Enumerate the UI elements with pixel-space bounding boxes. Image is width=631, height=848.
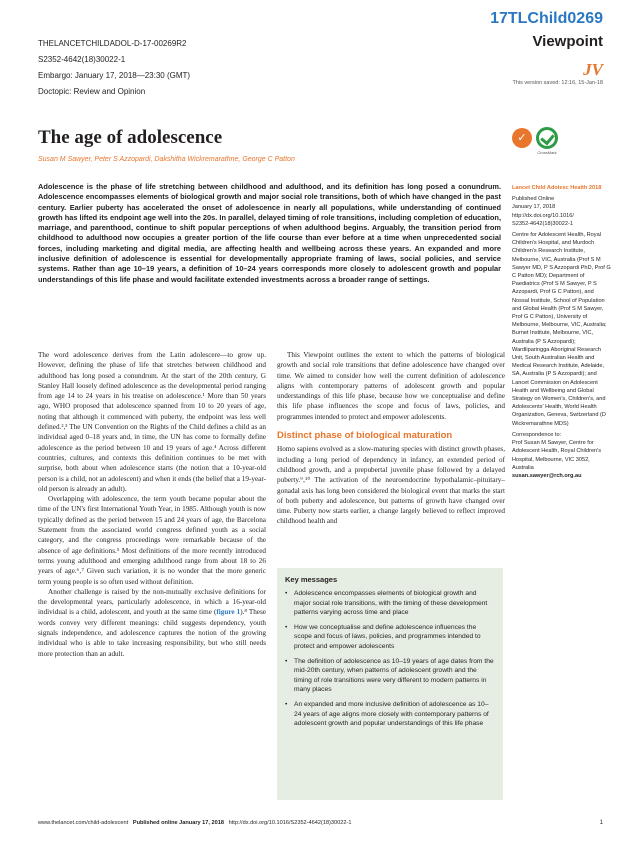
key-message-item: • An expanded and more inclusive definition of adolescence as 10–24 years of age aligns more closely with contemporary patterns of adolescent growth and popular understandings of this life phase: [285, 700, 495, 729]
time-saved: This version saved: 12:16, 15-Jan-18: [512, 80, 603, 86]
footer-published: Published online January 17, 2018: [132, 820, 224, 826]
published-label: Published Online: [512, 196, 555, 203]
sidebar: [512, 184, 612, 480]
paragraph: Another challenge is raised by the non-mutually exclusive definitions for the developmental years, particularly adolescence, in which a 16-year-old individual is a child, adolescent, and youth at the same time (figure 1).⁸ These words convey very different meanings: child suggests dependency, youth signals independence, and adolescence captures the notion of the growing individual who is able to take increasing responsibility, but who still needs more protection than an adult.: [38, 587, 266, 658]
affiliations: Centre for Adolescent Health, Royal Children's Hospital, and Murdoch Children's Research Institute, Melbourne, VIC, Australia (Prof S M Sawyer MD, P S Azzopardi PhD, Prof G C Patton MD); Department of Paediatrics (Prof S M Sawyer, P S Azzopardi, Prof G C Patton), and Nossal Institute, School of Population and Global Health (Prof S M Sawyer, Prof G C Patton), University of Melbourne, Melbourne, VIC, Australia; Burnet Institute, Melbourne, VIC, Australia (P S Azzopardi); Wardliparingga Aboriginal Research Unit, South Australian Health and Medical Research Institute, Adelaide, SA, Australia (P S Azzopardi); and Lancet Commission on Adolescent Health and Wellbeing and Global Strategy on Women's, Children's, and Adolescents' Health, World Health Organization, Geneva, Switzerland (D Wickremarathne MDS): [512, 232, 611, 427]
doi-link-2[interactable]: S2352-4642(18)30022-1: [512, 220, 573, 227]
journal-citation: Lancet Child Adolesc Health 2018: [512, 185, 602, 191]
open-access-icon[interactable]: ✓: [512, 128, 532, 148]
reference-code: THELANCETCHILDADOL-D-17-00269R2: [38, 39, 187, 48]
key-messages-box: [277, 568, 503, 800]
article-authors: Susan M Sawyer, Peter S Azzopardi, Dakshitha Wickremarathne, George C Patton: [38, 156, 295, 163]
section-heading: Distinct phase of biological maturation: [277, 430, 453, 442]
figure-link[interactable]: figure 1: [216, 608, 241, 617]
key-messages-title: Key messages: [285, 575, 338, 584]
paragraph: Overlapping with adolescence, the term youth became popular about the time of the UN's first International Youth Year, in 1985. Although youth is now typically defined as the period between 15 and 24 years of age, the Barcelona Statement from the associated world congress defined youth as a social category, and the congress proceedings were remarkable because of the absence of age definitions.⁵ Most definitions of the more recently introduced terms young adulthood and emerging adulthood range from about 18 to 26 years of age.⁶‚⁷ Given such variation, it is no wonder that the more generic term young people is so often used without definition.: [38, 495, 266, 586]
embargo: Embargo: January 17, 2018—23:30 (GMT): [38, 71, 191, 80]
email-link[interactable]: susan.sawyer@rch.org.au: [512, 472, 582, 479]
published-date: January 17, 2018: [512, 204, 556, 211]
abstract: Adolescence is the phase of life stretching between childhood and adulthood, and its definition has long posed a conundrum. Adolescence encompasses elements of biological growth and major social role transitions, both of which have changed in the past century. Earlier puberty has accelerated the onset of adolescence in nearly all populations, while understanding of continued growth has lifted its endpoint age well into the 20s. In parallel, delayed timing of role transitions, including completion of education, marriage, and parenthood, continue to shift popular perceptions of when adulthood begins. Arguably, the transition period from childhood to adulthood now occupies a greater portion of the life course than ever before at a time when unprecedented social forces, including marketing and digital media, are affecting health and wellbeing across these years. An expanded and more inclusive definition of adolescence is essential for developmentally appropriate framing of laws, social policies, and service systems. Rather than age 10–19 years, a definition of 10–24 years corresponds more closely to adolescent growth and popular understandings of this life phase and would facilitate extended investments across a broader range of settings.: [38, 182, 501, 284]
correspondence-label: Correspondence to:: [512, 431, 562, 438]
paragraph: Homo sapiens evolved as a slow-maturing species with distinct growth phases, including a long period of dependency in infancy, an extended period of childhood growth, and a prepubertal juvenile phase followed by a delayed puberty.⁹‚¹⁰ The activation of the neuroendocrine hypothalamic–pituitary–gonadal axis has long been considered the biological event that marks the start of both puberty and adolescence, but patterns of growth have changed over time. Puberty now starts earlier, a change largely believed to reflect improved childhood health and: [277, 445, 505, 526]
section-label: Viewpoint: [532, 33, 603, 50]
footer: [38, 820, 598, 826]
crossmark-icon[interactable]: CrossMark: [535, 127, 559, 155]
footer-doi[interactable]: http://dx.doi.org/10.1016/S2352-4642(18)30022-1: [228, 820, 352, 826]
key-messages-list: [285, 589, 495, 729]
footer-url[interactable]: www.thelancet.com/child-adolescent: [38, 820, 129, 826]
key-message-item: • How we conceptualise and define adolescence influences the scope and focus of laws, policies, and programmes intended to protect and empower adolescents: [285, 623, 495, 652]
paragraph: The word adolescence derives from the Latin adolescere—to grow up. However, defining the phase of life that stretches between childhood and adulthood has long posed a conundrum. At the start of the 20th century, G Stanley Hall loosely defined adolescence as the developmental period ranging from age 14 to 24 years in his treatise on adolescence.¹ More than 50 years ago, WHO proposed that adolescence spanned from 10 to 20 years of age, noting that although it commenced with puberty, the endpoint was less well defined.²,³ The UN Convention on the Rights of the Child defines a child as an individual aged 0–18 years and, in time, the UN has come to formally define adolescence as the period between 10 and 19 years of age.⁴ Across different countries, cultures, and contexts this definition continues to be met with surprise, both about when adolescence starts (the notion that a 10-year-old person is a child, not an adolescent) and when it ends (the belief that a 19-year-old person is already an adult).: [38, 351, 266, 493]
page-number: 1: [599, 820, 603, 826]
manuscript-id: 17TLChild0269: [490, 10, 603, 27]
journal-logo: JV: [583, 60, 603, 79]
issn: S2352-4642(18)30022-1: [38, 55, 126, 64]
body-column-2: [277, 350, 505, 527]
doi-link[interactable]: http://dx.doi.org/10.1016/: [512, 212, 574, 219]
paragraph: This Viewpoint outlines the extent to which the patterns of biological growth and social role transitions that define adolescence have changed over time. We aimed to consider how well the current definition of adolescence aligns with contemporary patterns of adolescent growth and popular understandings of this life phase, because how we conceptualise and define this life phase influences the scope and focus of laws, policies, and programmes intended to protect and empower adolescents.: [277, 351, 505, 421]
correspondence-text: Prof Susan M Sawyer, Centre for Adolescent Health, Royal Children's Hospital, Melbourne, VIC 3052, Australia: [512, 440, 602, 471]
article-title: The age of adolescence: [38, 127, 223, 148]
doctopic: Doctopic: Review and Opinion: [38, 87, 146, 96]
key-message-item: • The definition of adolescence as 10–19 years of age dates from the mid-20th century, when patterns of adolescent growth and the timing of role transitions were very different to modern patterns in many places: [285, 657, 495, 695]
body-column-1: [38, 350, 266, 659]
key-message-item: • Adolescence encompasses elements of biological growth and major social role transitions, with the timing of these development patterns varying across time and place: [285, 589, 495, 618]
